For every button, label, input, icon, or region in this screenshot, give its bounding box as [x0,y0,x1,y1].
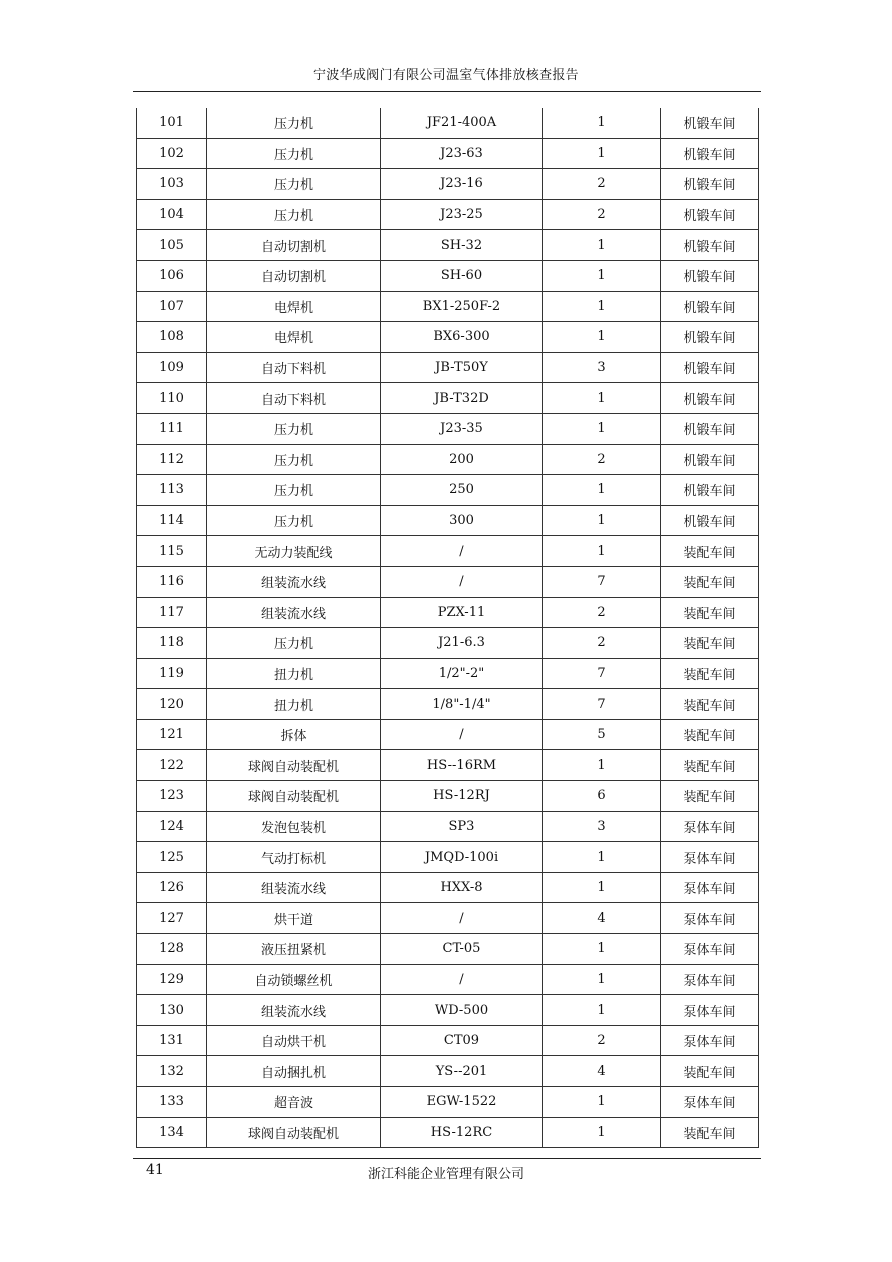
workshop-cell: 机锻车间 [661,413,759,444]
table-row [137,566,759,597]
table-row [137,536,759,567]
table-row [137,1117,759,1148]
workshop-cell: 泵体车间 [661,903,759,934]
row-number-cell: 112 [137,444,207,475]
row-number-cell: 105 [137,230,207,261]
model-cell: HS-12RC [381,1117,543,1148]
model-cell: / [381,964,543,995]
table-row [137,872,759,903]
row-number-cell: 104 [137,199,207,230]
model-cell: JB-T50Y [381,352,543,383]
table-row [137,964,759,995]
table-row [137,1056,759,1087]
quantity-cell: 1 [543,230,661,261]
footer-divider [133,1158,761,1159]
table-row [137,719,759,750]
model-cell: SP3 [381,811,543,842]
equipment-name-cell: 自动捆扎机 [207,1056,381,1087]
equipment-name-cell: 组装流水线 [207,566,381,597]
row-number-cell: 109 [137,352,207,383]
table-row [137,505,759,536]
row-number-cell: 118 [137,628,207,659]
row-number-cell: 120 [137,689,207,720]
model-cell: WD-500 [381,995,543,1026]
workshop-cell: 装配车间 [661,689,759,720]
equipment-table-body [137,108,759,1148]
table-row [137,230,759,261]
equipment-name-cell: 压力机 [207,444,381,475]
equipment-name-cell: 液压扭紧机 [207,934,381,965]
row-number-cell: 114 [137,505,207,536]
quantity-cell: 3 [543,811,661,842]
table-row [137,658,759,689]
model-cell: HS-12RJ [381,781,543,812]
row-number-cell: 116 [137,566,207,597]
equipment-name-cell: 拆体 [207,719,381,750]
model-cell: J23-25 [381,199,543,230]
equipment-name-cell: 压力机 [207,138,381,169]
quantity-cell: 1 [543,475,661,506]
row-number-cell: 110 [137,383,207,414]
row-number-cell: 125 [137,842,207,873]
workshop-cell: 机锻车间 [661,475,759,506]
workshop-cell: 泵体车间 [661,964,759,995]
workshop-cell: 泵体车间 [661,872,759,903]
quantity-cell: 4 [543,903,661,934]
table-row [137,352,759,383]
model-cell: / [381,903,543,934]
workshop-cell: 机锻车间 [661,138,759,169]
table-row [137,750,759,781]
workshop-cell: 装配车间 [661,566,759,597]
quantity-cell: 7 [543,658,661,689]
quantity-cell: 5 [543,719,661,750]
quantity-cell: 2 [543,199,661,230]
quantity-cell: 1 [543,505,661,536]
quantity-cell: 1 [543,1117,661,1148]
workshop-cell: 泵体车间 [661,995,759,1026]
model-cell: JF21-400A [381,108,543,138]
equipment-name-cell: 压力机 [207,505,381,536]
model-cell: SH-32 [381,230,543,261]
equipment-name-cell: 超音波 [207,1087,381,1118]
table-row [137,628,759,659]
workshop-cell: 装配车间 [661,1056,759,1087]
workshop-cell: 装配车间 [661,536,759,567]
quantity-cell: 4 [543,1056,661,1087]
row-number-cell: 101 [137,108,207,138]
quantity-cell: 1 [543,964,661,995]
row-number-cell: 113 [137,475,207,506]
equipment-name-cell: 烘干道 [207,903,381,934]
row-number-cell: 134 [137,1117,207,1148]
workshop-cell: 装配车间 [661,628,759,659]
quantity-cell: 1 [543,322,661,353]
model-cell: / [381,719,543,750]
model-cell: 1/8"-1/4" [381,689,543,720]
quantity-cell: 2 [543,444,661,475]
workshop-cell: 机锻车间 [661,505,759,536]
table-row [137,689,759,720]
equipment-name-cell: 自动烘干机 [207,1025,381,1056]
row-number-cell: 122 [137,750,207,781]
model-cell: J21-6.3 [381,628,543,659]
quantity-cell: 2 [543,597,661,628]
quantity-cell: 1 [543,138,661,169]
quantity-cell: 6 [543,781,661,812]
equipment-name-cell: 自动切割机 [207,230,381,261]
model-cell: / [381,536,543,567]
page-number: 41 [146,1162,164,1178]
row-number-cell: 126 [137,872,207,903]
equipment-name-cell: 压力机 [207,628,381,659]
table-row [137,475,759,506]
workshop-cell: 泵体车间 [661,811,759,842]
quantity-cell: 1 [543,108,661,138]
table-row [137,842,759,873]
equipment-name-cell: 发泡包装机 [207,811,381,842]
equipment-name-cell: 球阀自动装配机 [207,1117,381,1148]
footer-company-name: 浙江科能企业管理有限公司 [367,1167,524,1182]
equipment-name-cell: 自动下料机 [207,352,381,383]
workshop-cell: 装配车间 [661,658,759,689]
workshop-cell: 装配车间 [661,781,759,812]
equipment-name-cell: 球阀自动装配机 [207,781,381,812]
workshop-cell: 装配车间 [661,597,759,628]
equipment-name-cell: 压力机 [207,199,381,230]
page-header-title: 宁波华成阀门有限公司温室气体排放核查报告 [312,68,579,83]
equipment-name-cell: 扭力机 [207,689,381,720]
model-cell: CT-05 [381,934,543,965]
row-number-cell: 132 [137,1056,207,1087]
row-number-cell: 117 [137,597,207,628]
equipment-name-cell: 组装流水线 [207,872,381,903]
model-cell: CT09 [381,1025,543,1056]
quantity-cell: 2 [543,628,661,659]
row-number-cell: 108 [137,322,207,353]
model-cell: HS--16RM [381,750,543,781]
equipment-name-cell: 组装流水线 [207,995,381,1026]
model-cell: 200 [381,444,543,475]
table-row [137,1025,759,1056]
equipment-name-cell: 自动切割机 [207,260,381,291]
equipment-name-cell: 组装流水线 [207,597,381,628]
workshop-cell: 装配车间 [661,1117,759,1148]
workshop-cell: 机锻车间 [661,291,759,322]
equipment-name-cell: 压力机 [207,413,381,444]
row-number-cell: 130 [137,995,207,1026]
equipment-name-cell: 球阀自动装配机 [207,750,381,781]
model-cell: BX6-300 [381,322,543,353]
table-row [137,138,759,169]
workshop-cell: 机锻车间 [661,444,759,475]
equipment-name-cell: 压力机 [207,169,381,200]
table-row [137,383,759,414]
row-number-cell: 129 [137,964,207,995]
table-row [137,108,759,138]
model-cell: 1/2"-2" [381,658,543,689]
table-row [137,811,759,842]
row-number-cell: 133 [137,1087,207,1118]
table-row [137,781,759,812]
quantity-cell: 7 [543,566,661,597]
workshop-cell: 机锻车间 [661,322,759,353]
quantity-cell: 1 [543,750,661,781]
table-row [137,199,759,230]
model-cell: JB-T32D [381,383,543,414]
workshop-cell: 装配车间 [661,719,759,750]
quantity-cell: 2 [543,169,661,200]
table-row [137,291,759,322]
table-row [137,413,759,444]
equipment-name-cell: 自动锁螺丝机 [207,964,381,995]
model-cell: 300 [381,505,543,536]
equipment-name-cell: 压力机 [207,108,381,138]
quantity-cell: 1 [543,536,661,567]
model-cell: J23-35 [381,413,543,444]
table-row [137,260,759,291]
workshop-cell: 机锻车间 [661,230,759,261]
row-number-cell: 128 [137,934,207,965]
row-number-cell: 124 [137,811,207,842]
quantity-cell: 1 [543,413,661,444]
model-cell: HXX-8 [381,872,543,903]
equipment-table [136,108,759,1148]
model-cell: YS--201 [381,1056,543,1087]
row-number-cell: 111 [137,413,207,444]
row-number-cell: 119 [137,658,207,689]
equipment-name-cell: 扭力机 [207,658,381,689]
workshop-cell: 机锻车间 [661,169,759,200]
model-cell: J23-16 [381,169,543,200]
table-row [137,597,759,628]
quantity-cell: 2 [543,1025,661,1056]
table-row [137,1087,759,1118]
workshop-cell: 泵体车间 [661,1025,759,1056]
equipment-name-cell: 压力机 [207,475,381,506]
equipment-name-cell: 自动下料机 [207,383,381,414]
row-number-cell: 127 [137,903,207,934]
equipment-name-cell: 电焊机 [207,322,381,353]
model-cell: 250 [381,475,543,506]
row-number-cell: 106 [137,260,207,291]
table-row [137,903,759,934]
workshop-cell: 机锻车间 [661,199,759,230]
quantity-cell: 1 [543,383,661,414]
quantity-cell: 1 [543,872,661,903]
equipment-name-cell: 气动打标机 [207,842,381,873]
row-number-cell: 102 [137,138,207,169]
header-divider [133,91,761,92]
workshop-cell: 机锻车间 [661,383,759,414]
workshop-cell: 机锻车间 [661,108,759,138]
quantity-cell: 1 [543,995,661,1026]
quantity-cell: 1 [543,842,661,873]
workshop-cell: 机锻车间 [661,352,759,383]
workshop-cell: 机锻车间 [661,260,759,291]
model-cell: / [381,566,543,597]
table-row [137,934,759,965]
equipment-name-cell: 电焊机 [207,291,381,322]
workshop-cell: 装配车间 [661,750,759,781]
row-number-cell: 123 [137,781,207,812]
row-number-cell: 121 [137,719,207,750]
table-row [137,322,759,353]
quantity-cell: 1 [543,291,661,322]
model-cell: SH-60 [381,260,543,291]
model-cell: JMQD-100i [381,842,543,873]
model-cell: PZX-11 [381,597,543,628]
quantity-cell: 1 [543,934,661,965]
table-row [137,995,759,1026]
quantity-cell: 1 [543,1087,661,1118]
row-number-cell: 103 [137,169,207,200]
model-cell: EGW-1522 [381,1087,543,1118]
workshop-cell: 泵体车间 [661,842,759,873]
quantity-cell: 7 [543,689,661,720]
model-cell: BX1-250F-2 [381,291,543,322]
table-row [137,444,759,475]
row-number-cell: 131 [137,1025,207,1056]
workshop-cell: 泵体车间 [661,934,759,965]
row-number-cell: 107 [137,291,207,322]
table-row [137,169,759,200]
workshop-cell: 泵体车间 [661,1087,759,1118]
model-cell: J23-63 [381,138,543,169]
quantity-cell: 3 [543,352,661,383]
quantity-cell: 1 [543,260,661,291]
equipment-name-cell: 无动力装配线 [207,536,381,567]
row-number-cell: 115 [137,536,207,567]
